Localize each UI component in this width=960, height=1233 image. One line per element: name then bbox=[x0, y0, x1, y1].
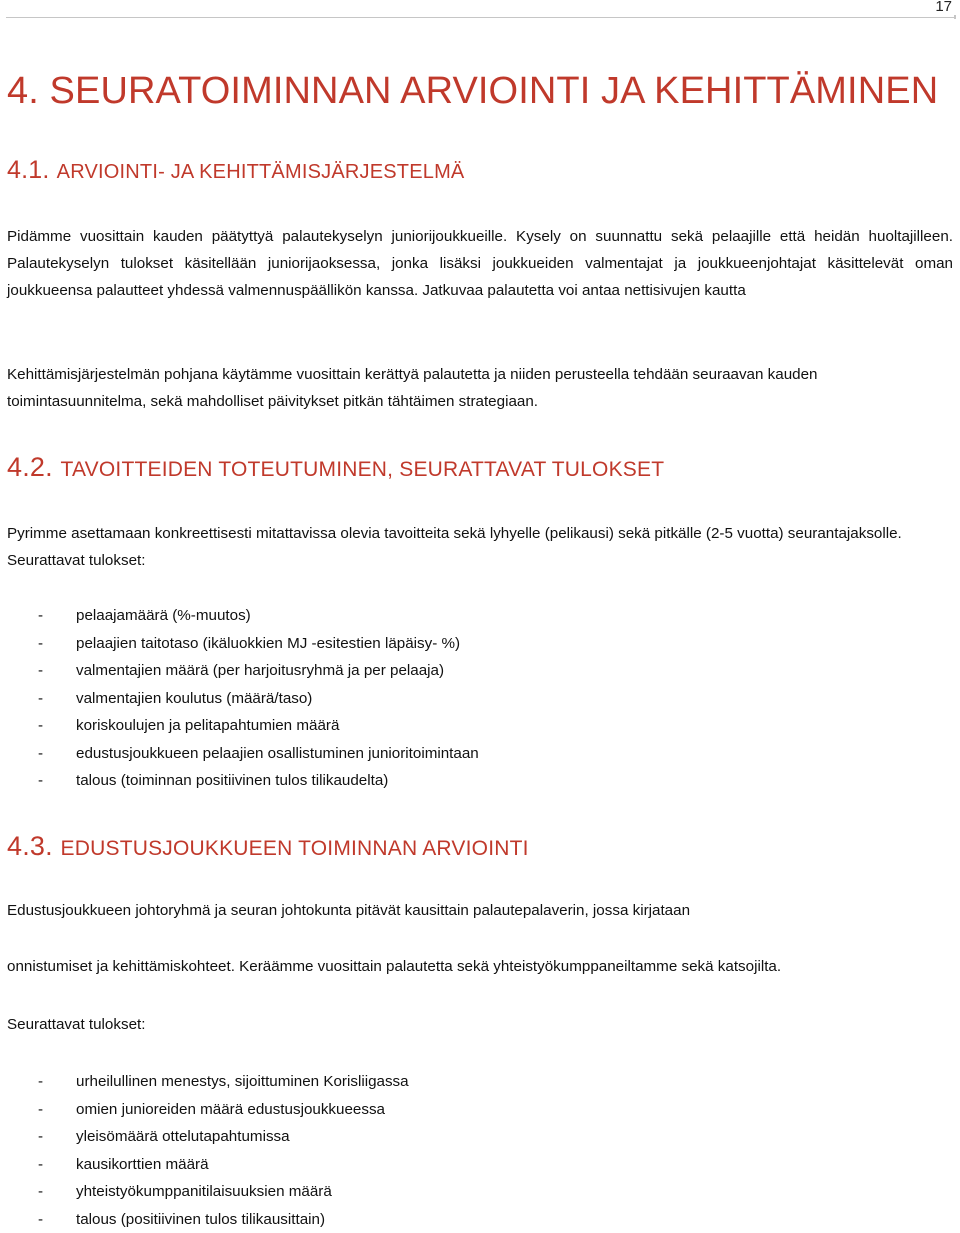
section-number: 4.3. bbox=[7, 831, 53, 861]
section-4-1-paragraph-2: Kehittämisjärjestelmän pohjana käytämme vuosittain kerättyä palautetta ja niiden perusteella tehdään seuraavan kauden toimintasuunnitelma, sekä mahdolliset päivitykset pitkän tähtäimen strategiaan. bbox=[7, 361, 953, 415]
list-item-text: kausikorttien määrä bbox=[76, 1156, 209, 1173]
section-title: EDUSTUSJOUKKUEEN TOIMINNAN ARVIOINTI bbox=[61, 837, 529, 860]
list-item-text: omien junioreiden määrä edustusjoukkueessa bbox=[76, 1101, 385, 1118]
list-item bbox=[38, 1123, 409, 1151]
list-dash: - bbox=[38, 602, 43, 630]
chapter-title: 4. SEURATOIMINNAN ARVIOINTI JA KEHITTÄMINEN bbox=[7, 70, 938, 113]
list-item-text: koriskoulujen ja pelitapahtumien määrä bbox=[76, 717, 339, 734]
list-item bbox=[38, 712, 479, 740]
section-number: 4.1. bbox=[7, 156, 50, 184]
list-dash: - bbox=[38, 740, 43, 768]
list-item bbox=[38, 1206, 409, 1233]
section-4-3-heading bbox=[7, 831, 529, 862]
section-4-2-heading bbox=[7, 452, 664, 483]
section-4-3-list bbox=[38, 1068, 409, 1233]
list-dash: - bbox=[38, 1151, 43, 1179]
list-item-text: urheilullinen menestys, sijoittuminen Korisliigassa bbox=[76, 1073, 409, 1090]
page-number: 17 bbox=[935, 0, 952, 15]
section-4-3-line-2: onnistumiset ja kehittämiskohteet. Keräämme vuosittain palautetta sekä yhteistyökumppaneiltamme sekä katsojilta. bbox=[7, 958, 781, 975]
header-rule-tick bbox=[954, 15, 956, 19]
list-item-text: pelaajien taitotaso (ikäluokkien MJ -esitestien läpäisy- %) bbox=[76, 635, 460, 652]
list-dash: - bbox=[38, 1068, 43, 1096]
list-item bbox=[38, 685, 479, 713]
list-item bbox=[38, 630, 479, 658]
list-item-text: edustusjoukkueen pelaajien osallistuminen junioritoimintaan bbox=[76, 745, 479, 762]
list-item-text: talous (toiminnan positiivinen tulos tilikaudelta) bbox=[76, 772, 388, 789]
list-dash: - bbox=[38, 657, 43, 685]
list-item-text: yhteistyökumppanitilaisuuksien määrä bbox=[76, 1183, 332, 1200]
list-item-text: valmentajien koulutus (määrä/taso) bbox=[76, 690, 312, 707]
section-4-3-line-3: Seurattavat tulokset: bbox=[7, 1016, 145, 1033]
list-dash: - bbox=[38, 685, 43, 713]
list-item-text: yleisömäärä ottelutapahtumissa bbox=[76, 1128, 290, 1145]
list-item bbox=[38, 740, 479, 768]
list-item bbox=[38, 657, 479, 685]
list-item-text: pelaajamäärä (%-muutos) bbox=[76, 607, 251, 624]
list-dash: - bbox=[38, 1206, 43, 1233]
list-item bbox=[38, 1068, 409, 1096]
section-4-3-line-1: Edustusjoukkueen johtoryhmä ja seuran johtokunta pitävät kausittain palautepalaverin, jossa kirjataan bbox=[7, 902, 690, 919]
list-item bbox=[38, 767, 479, 795]
section-4-1-paragraph-1: Pidämme vuosittain kauden päätyttyä palautekyselyn juniorijoukkueille. Kysely on suunnattu sekä pelaajille että heidän huoltajilleen. Palautekyselyn tulokset käsitellään juniorijaoksessa, jonka lisäksi joukkueiden valmentajat ja joukkueenjohtajat käsittelevät oman joukkueensa palautteet yhdessä valmennuspäällikön kanssa. Jatkuvaa palautetta voi antaa nettisivujen kautta bbox=[7, 223, 953, 304]
list-dash: - bbox=[38, 1178, 43, 1206]
list-dash: - bbox=[38, 1096, 43, 1124]
list-item bbox=[38, 602, 479, 630]
list-dash: - bbox=[38, 712, 43, 740]
list-dash: - bbox=[38, 1123, 43, 1151]
section-number: 4.2. bbox=[7, 452, 53, 482]
section-4-2-paragraph: Pyrimme asettamaan konkreettisesti mitattavissa olevia tavoitteita sekä lyhyelle (pelikausi) sekä pitkälle (2-5 vuotta) seurantajaksolle. Seurattavat tulokset: bbox=[7, 520, 953, 574]
list-item bbox=[38, 1178, 409, 1206]
list-dash: - bbox=[38, 767, 43, 795]
section-4-2-list bbox=[38, 602, 479, 795]
section-4-1-heading bbox=[7, 156, 464, 185]
list-item bbox=[38, 1151, 409, 1179]
list-dash: - bbox=[38, 630, 43, 658]
list-item-text: valmentajien määrä (per harjoitusryhmä ja per pelaaja) bbox=[76, 662, 444, 679]
section-title: TAVOITTEIDEN TOTEUTUMINEN, SEURATTAVAT TULOKSET bbox=[61, 458, 665, 481]
list-item bbox=[38, 1096, 409, 1124]
header-rule bbox=[6, 17, 956, 18]
section-title: ARVIOINTI- JA KEHITTÄMISJÄRJESTELMÄ bbox=[57, 161, 465, 183]
list-item-text: talous (positiivinen tulos tilikausittain) bbox=[76, 1211, 325, 1228]
